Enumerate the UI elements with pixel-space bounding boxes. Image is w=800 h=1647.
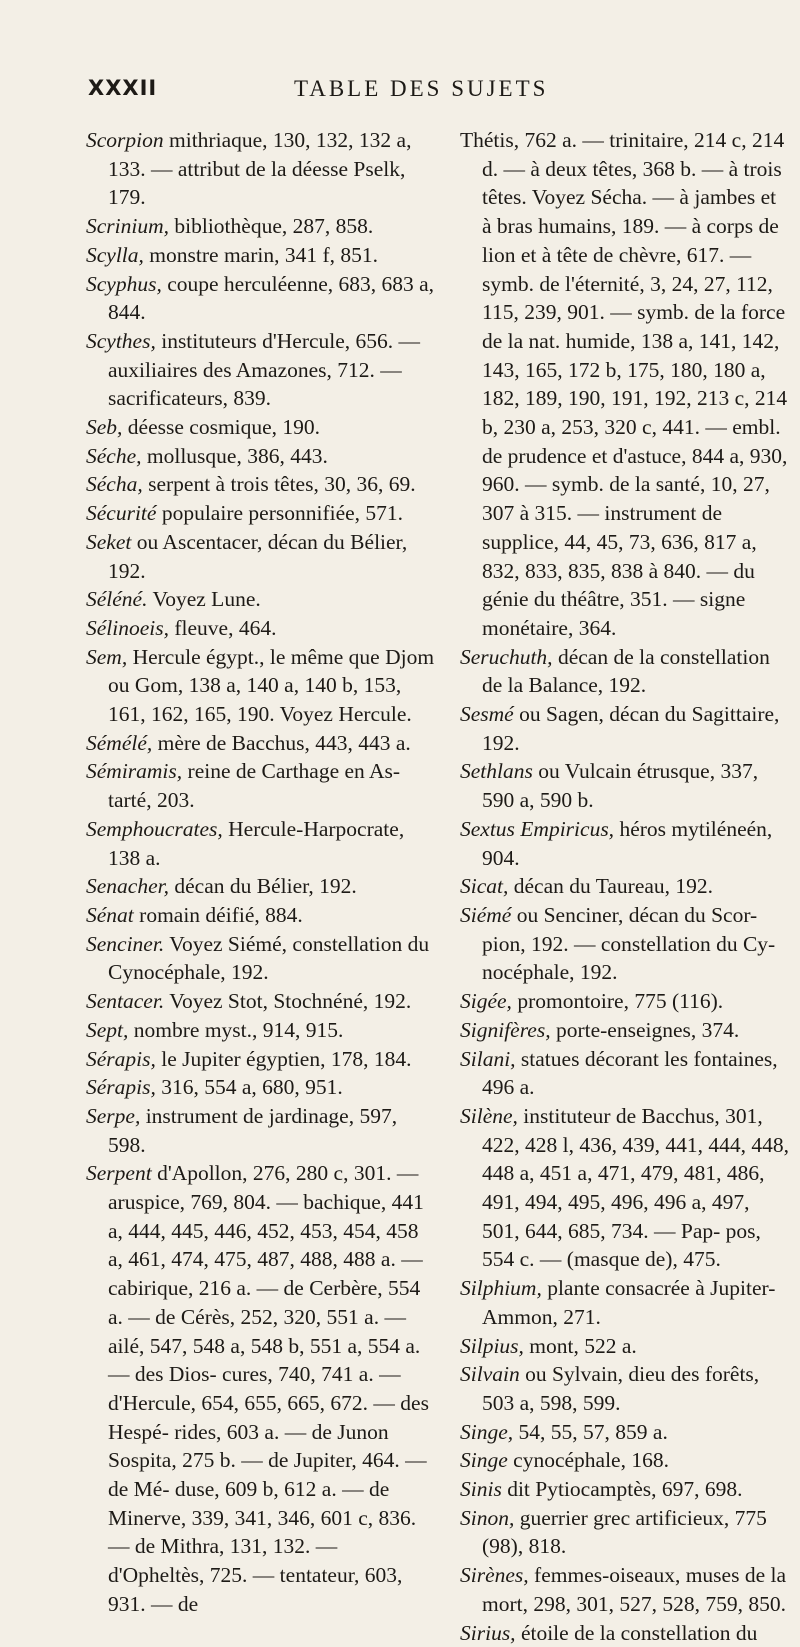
entry-text: déesse cosmique, 190. (122, 415, 321, 440)
entry-term: Singe, (460, 1419, 514, 1444)
index-entry (86, 987, 438, 1016)
index-entry (86, 930, 438, 987)
index-entry (86, 585, 438, 614)
index-entry (460, 126, 790, 643)
entry-term: Signifères, (460, 1017, 551, 1042)
index-entry (460, 1446, 790, 1475)
index-entry (460, 1360, 790, 1417)
index-entry (460, 987, 790, 1016)
entry-text: ou Senciner, décan du Scor- pion, 192. — constellation du Cy- nocéphale, 192. (482, 902, 776, 985)
entry-term: Sécha, (86, 472, 143, 497)
entry-text: ou Sagen, décan du Sagittaire, 192. (482, 702, 780, 755)
entry-text: Hercule égypt., le même que Djom ou Gom, 138 a, 140 a, 140 b, 153, 161, 162, 165, 190. Voyez Hercule. (108, 644, 435, 727)
entry-text: Voyez Siémé, constellation du Cynocéphale, 192. (108, 931, 430, 985)
entry-text: instrument de jardinage, 597, 598. (108, 1103, 398, 1157)
entry-term: Scylla, (86, 242, 144, 267)
index-entry (460, 1418, 790, 1447)
entry-term: Sécurité (86, 501, 157, 526)
entry-term: Sirènes, (460, 1563, 529, 1588)
entry-term: Sethlans (460, 759, 533, 784)
entry-term: Silani, (460, 1046, 516, 1071)
page-number: XXXII (88, 76, 158, 100)
index-entry (86, 1159, 438, 1618)
entry-term: Sigée, (460, 989, 512, 1014)
index-entry (86, 241, 438, 270)
entry-text: héros mytiléneén, 904. (482, 816, 773, 870)
entry-text: mithriaque, 130, 132, 132 a, 133. — attribut de la déesse Pselk, 179. (108, 128, 412, 210)
index-entry (460, 643, 790, 700)
entry-term: Sicat, (460, 874, 509, 899)
entry-text: monstre marin, 341 f, 851. (143, 242, 378, 267)
entry-term: Silvain (460, 1362, 520, 1387)
entry-text: femmes-oiseaux, muses de la mort, 298, 301, 527, 528, 759, 850. (482, 1563, 786, 1616)
index-entry (86, 413, 438, 442)
entry-term: Sémiramis, (86, 759, 183, 784)
entry-text: ou Vulcain étrusque, 337, 590 a, 590 b. (482, 759, 759, 813)
index-entry (86, 757, 438, 814)
entry-text: décan du Bélier, 192. (169, 874, 357, 899)
index-entry (86, 442, 438, 471)
entry-text: décan de la constellation de la Balance, 192. (482, 644, 770, 698)
index-entry (86, 470, 438, 499)
entry-term: Scyphus, (86, 271, 162, 296)
entry-text: mère de Bacchus, 443, 443 a. (152, 730, 411, 755)
index-entry (460, 700, 790, 757)
entry-term: Sesmé (460, 702, 514, 727)
index-entry (86, 270, 438, 327)
entry-text: étoile de la constellation du (515, 1620, 758, 1645)
entry-text: ou Ascentacer, décan du Bélier, 192. (108, 529, 408, 583)
index-entry (460, 901, 790, 987)
entry-text: plante consacrée à Jupiter- Ammon, 271. (482, 1276, 776, 1329)
index-entry (86, 1073, 438, 1102)
index-entry (86, 126, 438, 212)
entry-text: instituteurs d'Hercule, 656. — auxiliaires des Amazones, 712. — sacrificateurs, 839. (108, 328, 421, 411)
entry-text: romain déifié, 884. (133, 902, 303, 927)
entry-term: Sinon, (460, 1505, 515, 1530)
index-entry (460, 757, 790, 814)
index-entry (86, 1016, 438, 1045)
entry-term: Seruchuth, (460, 644, 553, 669)
running-title: TABLE DES SUJETS (294, 76, 549, 101)
entry-text: cynocéphale, 168. (507, 1448, 669, 1473)
index-entry (86, 872, 438, 901)
index-entry (86, 1045, 438, 1074)
entry-text: d'Apollon, 276, 280 c, 301. — aruspice, 769, 804. — bachique, 441 a, 444, 445, 446, 452, 453, 454, 458 a, 461, 474, 475, 487, 488, 488 a. — cabirique, 216 a. — de Cerbère, 554 a. — de Cérès, 252, 320, 551 a. — ailé, 547, 548 a, 548 b, 551 a, 554 a. — des Dios- cures, 740, 741 a. — d'Hercule, 654, 655, 665, 672. — des Hespé- rides, 603 a. — de Junon Sospita, 275 b. — de Jupiter, 464. — de Mé- duse, 609 b, 612 a. — de Minerve, 339, 341, 346, 601 c, 836. — de Mithra, 131, 132. — d'Opheltès, 725. — tentateur, 603, 931. — de (108, 1161, 429, 1616)
entry-text: statues décorant les fontaines, 496 a. (482, 1046, 778, 1100)
entry-term: Serpe, (86, 1103, 141, 1128)
index-entry (86, 901, 438, 930)
entry-text: coupe herculéenne, 683, 683 a, 844. (108, 271, 435, 325)
entry-term: Sélinoeis, (86, 615, 169, 640)
index-entry (86, 212, 438, 241)
entry-term: Sentacer. (86, 989, 165, 1014)
index-entry (460, 1504, 790, 1561)
entry-term: Sérapis, (86, 1046, 156, 1071)
entry-text: mont, 522 a. (523, 1333, 637, 1358)
index-entry (460, 1102, 790, 1274)
entry-text: instituteur de Bacchus, 301, 422, 428 l, 436, 439, 441, 444, 448, 448 a, 451 a, 471, 479, 481, 486, 491, 494, 495, 496, 496 a, 497, 501, 644, 685, 734. — Pap- pos, 554 c. — (masque de), 475. (482, 1103, 789, 1272)
index-entry (460, 1016, 790, 1045)
entry-term: Singe (460, 1448, 508, 1473)
entry-text: dit Pytiocamptès, 697, 698. (501, 1477, 743, 1502)
index-entry (460, 1475, 790, 1504)
entry-term: Scythes, (86, 328, 156, 353)
index-entry (86, 729, 438, 758)
entry-text: Hercule-Harpocrate, 138 a. (108, 816, 405, 870)
index-entry (460, 1561, 790, 1618)
entry-term: Sextus Empiricus, (460, 816, 615, 841)
entry-term: Sem, (86, 644, 128, 669)
entry-term: Senciner. (86, 931, 165, 956)
entry-text: guerrier grec artificieux, 775 (98), 818. (482, 1505, 767, 1559)
entry-term: Sirius, (460, 1620, 516, 1645)
index-entry (460, 815, 790, 872)
entry-term: Semphoucrates, (86, 816, 223, 841)
index-entry (86, 614, 438, 643)
entry-term: Séche, (86, 443, 142, 468)
index-entry (460, 1332, 790, 1361)
index-entry (86, 327, 438, 413)
entry-term: Silphium, (460, 1276, 542, 1301)
entry-term: Serpent (86, 1161, 152, 1186)
entry-text: mollusque, 386, 443. (141, 443, 328, 468)
entry-text: nombre myst., 914, 915. (128, 1017, 344, 1042)
index-entry (460, 1619, 790, 1647)
entry-text: décan du Taureau, 192. (508, 874, 714, 899)
index-entry (460, 872, 790, 901)
entry-term: Siémé (460, 902, 512, 927)
entry-text: populaire personnifiée, 571. (156, 501, 404, 526)
entry-text: reine de Carthage en As- tarté, 203. (108, 759, 401, 813)
entry-term: Sémélé, (86, 730, 153, 755)
entry-term: Silpius, (460, 1333, 524, 1358)
entry-text: Voyez Stot, Stochnéné, 192. (164, 989, 412, 1014)
entry-term: Scrinium, (86, 214, 170, 239)
entry-text: porte-enseignes, 374. (550, 1017, 740, 1042)
left-column (86, 126, 438, 1619)
entry-term: Séléné. (86, 587, 148, 612)
index-entry (86, 815, 438, 872)
entry-text: fleuve, 464. (169, 615, 277, 640)
entry-term: Sinis (460, 1477, 502, 1502)
entry-term: Seb, (86, 415, 123, 440)
index-entry (86, 528, 438, 585)
entry-text: serpent à trois têtes, 30, 36, 69. (142, 472, 416, 497)
entry-text: Voyez Lune. (147, 587, 261, 612)
right-column (460, 126, 790, 1647)
page-header (82, 76, 760, 106)
index-entry (460, 1274, 790, 1331)
index-entry (86, 1102, 438, 1159)
index-entry (460, 1045, 790, 1102)
entry-text: 54, 55, 57, 859 a. (513, 1419, 668, 1444)
entry-term: Scorpion (86, 128, 164, 152)
entry-term: Sept, (86, 1017, 129, 1042)
entry-text: bibliothèque, 287, 858. (169, 214, 374, 239)
entry-term: Senacher, (86, 874, 169, 899)
entry-text: promontoire, 775 (116). (511, 989, 724, 1014)
entry-term: Sénat (86, 902, 134, 927)
entry-text: le Jupiter égyptien, 178, 184. (155, 1046, 412, 1071)
entry-text: ou Sylvain, dieu des forêts, 503 a, 598, 599. (482, 1362, 760, 1415)
index-entry (86, 499, 438, 528)
entry-term: Seket (86, 529, 132, 554)
index-entry (86, 643, 438, 729)
entry-text: Thétis, 762 a. — trinitaire, 214 c, 214 d. — à deux têtes, 368 b. — à trois têtes. Voyez Sécha. — à jambes et à bras humains, 189. — à corps de lion et à tête de chèvre, 617. — symb. de l'éternité, 3, 24, 27, 112, 115, 239, 901. — symb. de la force de la nat. humide, 138 a, 141, 142, 143, 165, 172 b, 175, 180, 180 a, 182, 189, 190, 191, 192, 213 c, 214 b, 230 a, 253, 320 c, 441. — embl. de prudence et d'astuce, 844 a, 930, 960. — symb. de la santé, 10, 27, 307 à 315. — instrument de supplice, 44, 45, 73, 636, 817 a, 832, 833, 835, 838 à 840. — du génie du théâtre, 351. — signe monétaire, 364. (460, 128, 788, 640)
entry-term: Silène, (460, 1103, 518, 1128)
entry-term: Sérapis, (86, 1075, 156, 1100)
entry-text: 316, 554 a, 680, 951. (155, 1075, 343, 1100)
